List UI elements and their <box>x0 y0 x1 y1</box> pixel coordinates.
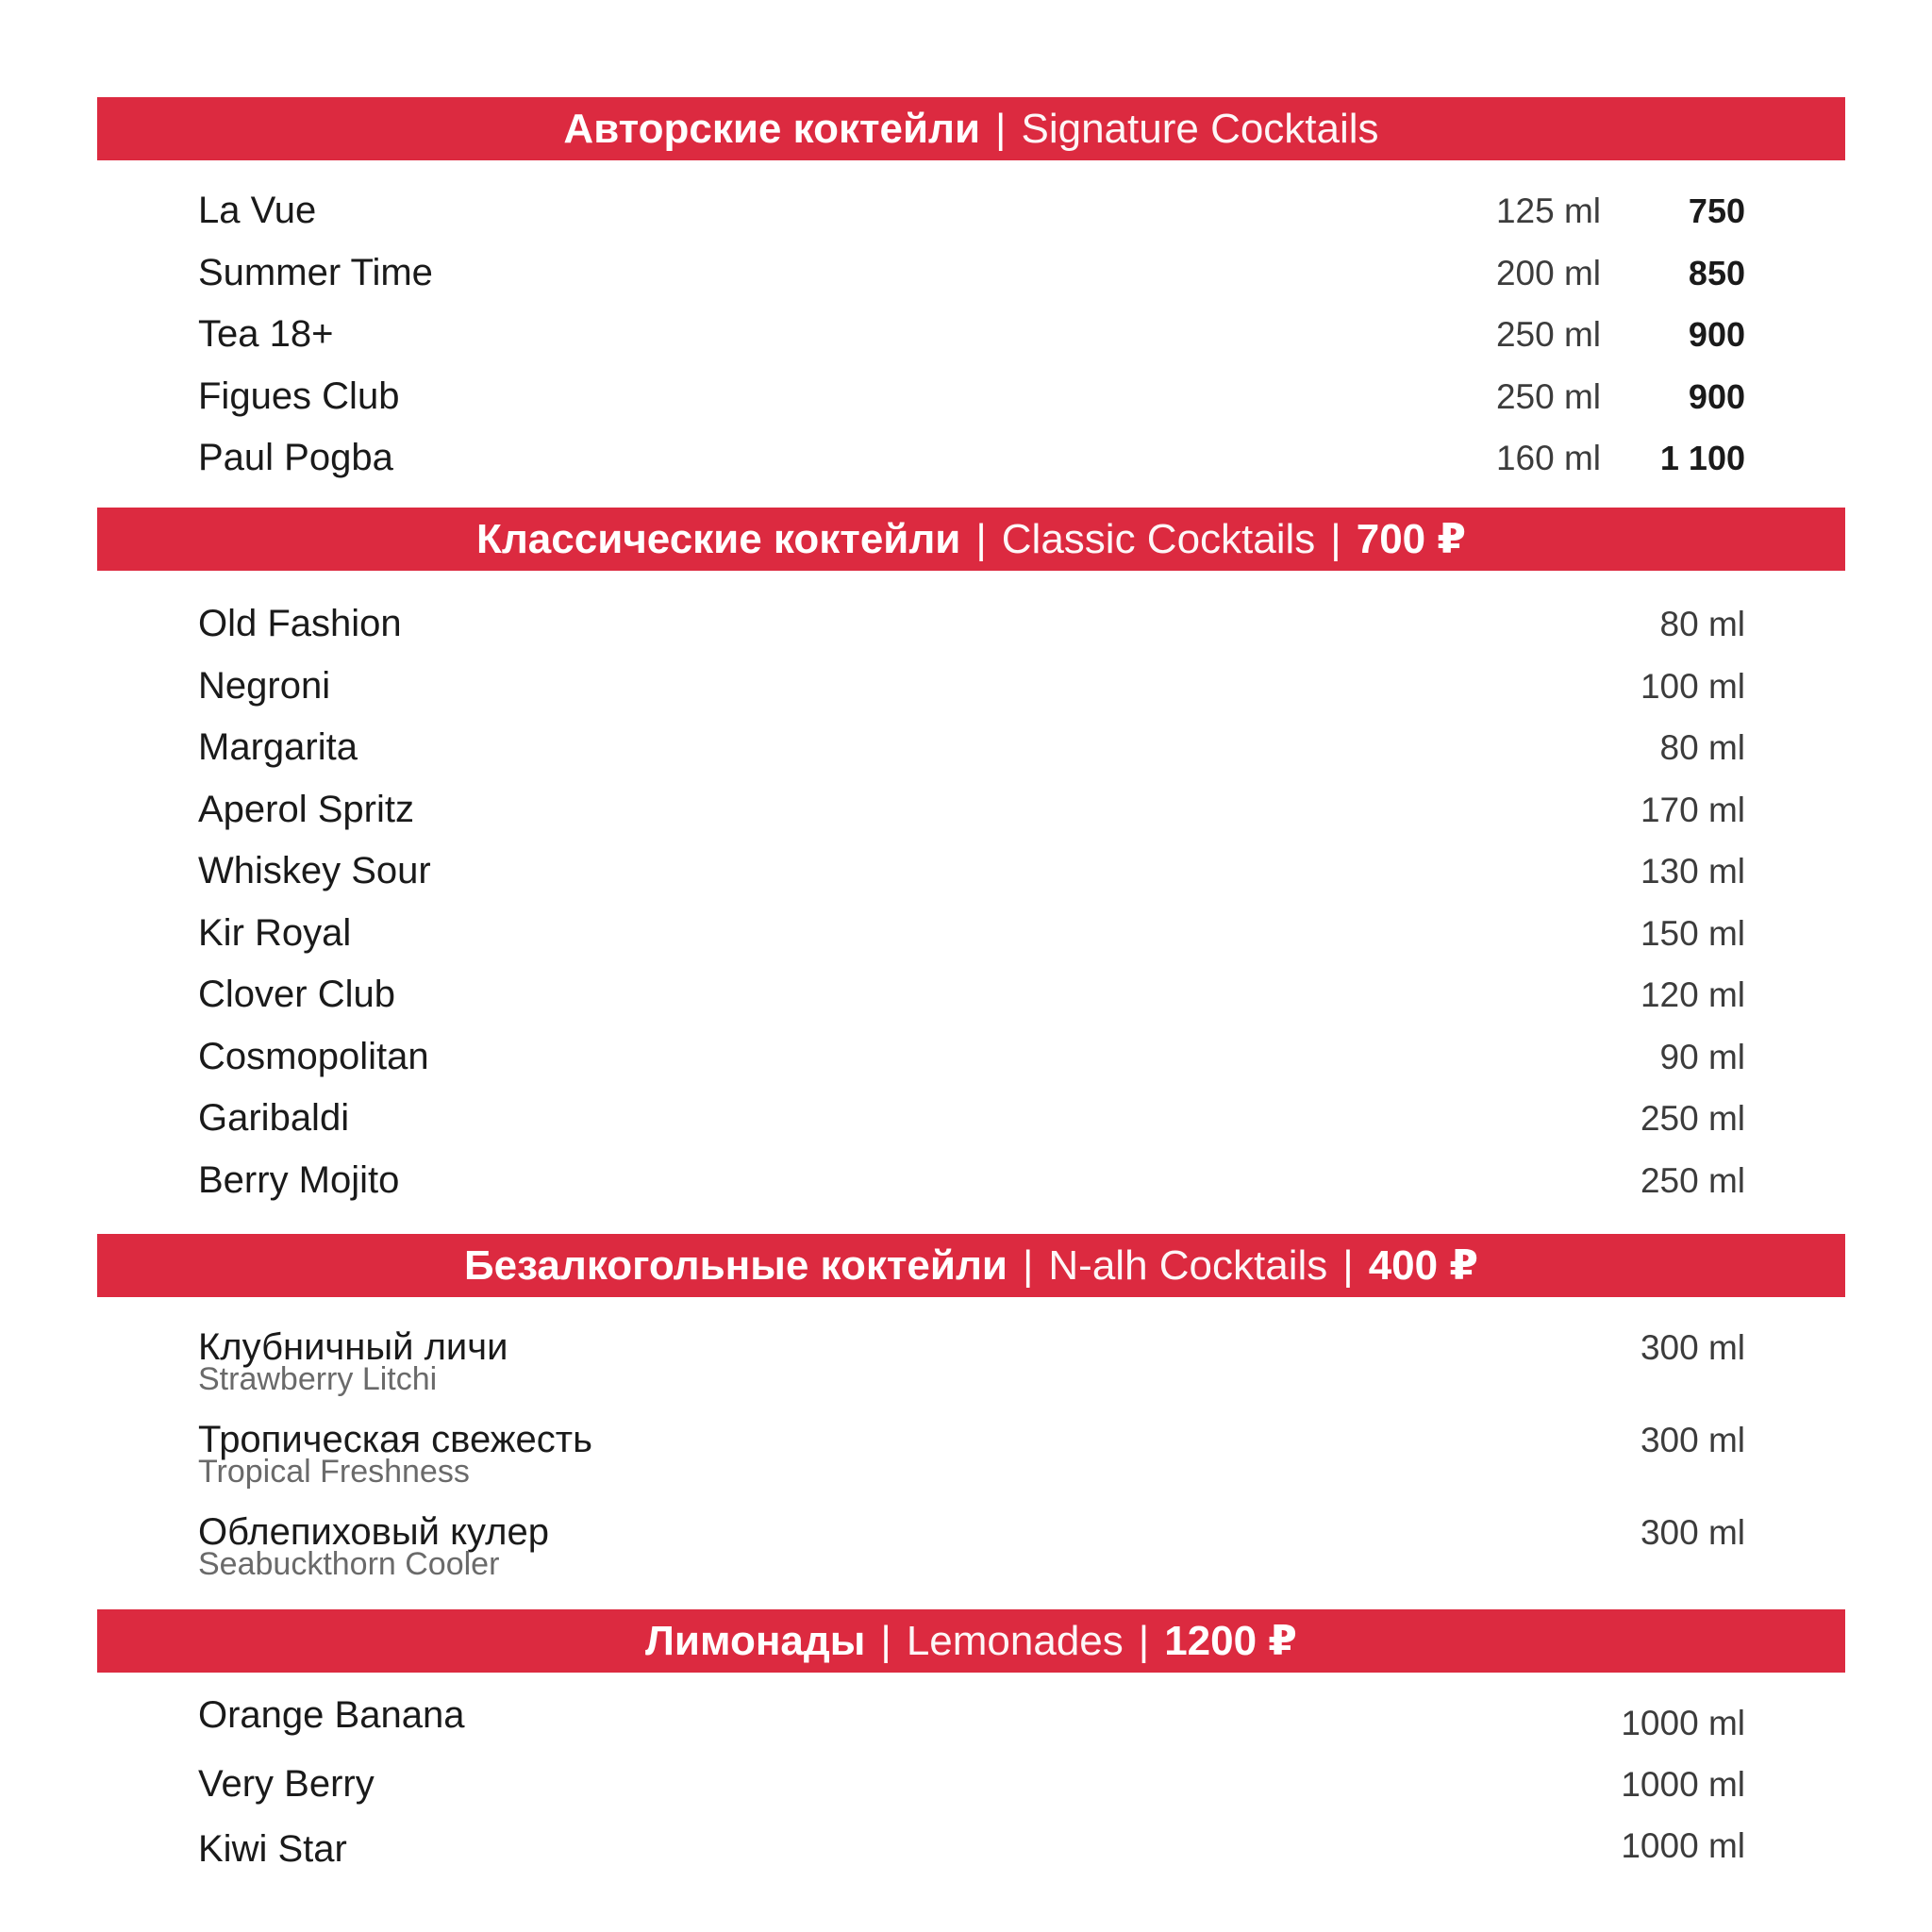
item-volume: 100 ml <box>1640 667 1745 706</box>
item-volume: 300 ml <box>1640 1513 1745 1552</box>
item-volume: 250 ml <box>1640 1161 1745 1200</box>
menu-item <box>198 972 1745 1028</box>
section-title-ru: Лимонады <box>645 1617 866 1664</box>
item-name: Clover Club <box>198 974 395 1015</box>
item-name: Margarita <box>198 726 358 768</box>
title-separator: | <box>1342 1241 1354 1289</box>
menu-item <box>198 188 1745 244</box>
item-name: Whiskey Sour <box>198 850 431 891</box>
section-price: 400 ₽ <box>1368 1242 1478 1289</box>
item-volume: 1000 ml <box>1621 1704 1745 1742</box>
menu-item <box>198 724 1745 781</box>
item-name: Very Berry <box>198 1763 375 1805</box>
item-name: Paul Pogba <box>198 437 393 478</box>
item-volume: 80 ml <box>1659 728 1745 767</box>
menu-item <box>198 1417 1745 1502</box>
item-volume: 125 ml <box>1495 192 1601 230</box>
section-title-ru: Классические коктейли <box>475 515 961 562</box>
item-volume: 130 ml <box>1640 852 1745 891</box>
menu-item <box>198 435 1745 491</box>
item-name: Berry Mojito <box>198 1159 400 1201</box>
menu-item <box>198 1034 1745 1091</box>
item-name: Kiwi Star <box>198 1828 347 1870</box>
menu-item <box>198 910 1745 967</box>
section-header-lemonades <box>97 1609 1845 1673</box>
item-name: Клубничный личи <box>198 1326 508 1368</box>
item-volume: 250 ml <box>1640 1099 1745 1138</box>
item-name: Old Fashion <box>198 603 402 644</box>
item-volume: 160 ml <box>1495 439 1601 477</box>
item-volume: 300 ml <box>1640 1421 1745 1459</box>
section-title-ru: Безалкогольные коктейли <box>464 1241 1008 1289</box>
title-separator: | <box>880 1617 891 1664</box>
title-separator: | <box>975 515 987 562</box>
item-subtitle: Strawberry Litchi <box>198 1361 438 1397</box>
menu-item <box>198 601 1745 658</box>
item-volume: 90 ml <box>1659 1038 1745 1076</box>
section-header-nonalcoholic <box>97 1234 1845 1297</box>
item-price: 900 <box>1688 377 1745 416</box>
item-volume: 80 ml <box>1659 605 1745 643</box>
section-title-ru: Авторские коктейли <box>563 105 981 152</box>
item-name: Garibaldi <box>198 1097 350 1139</box>
menu-item <box>198 250 1745 307</box>
menu-item <box>198 1158 1745 1214</box>
menu-item <box>198 1509 1745 1594</box>
section-header-classic <box>97 508 1845 571</box>
item-volume: 120 ml <box>1640 975 1745 1014</box>
menu-item <box>198 1826 1745 1883</box>
menu-item <box>198 787 1745 843</box>
title-separator: | <box>1022 1241 1034 1289</box>
section-title-en: N-alh Cocktails <box>1048 1241 1328 1289</box>
item-subtitle: Tropical Freshness <box>198 1454 470 1490</box>
section-title-en: Signature Cocktails <box>1021 105 1379 152</box>
item-name: Figues Club <box>198 375 400 417</box>
menu-item <box>198 374 1745 430</box>
menu-item <box>198 1761 1745 1818</box>
menu-item <box>198 1324 1745 1409</box>
title-separator: | <box>1138 1617 1150 1664</box>
menu-item <box>198 848 1745 905</box>
item-name: Summer Time <box>198 252 433 293</box>
item-name: Тропическая свежесть <box>198 1419 592 1460</box>
item-name: Kir Royal <box>198 912 352 954</box>
item-volume: 250 ml <box>1495 377 1601 416</box>
title-separator: | <box>1330 515 1341 562</box>
section-header-signature <box>97 97 1845 160</box>
title-separator: | <box>995 105 1007 152</box>
section-price: 700 ₽ <box>1356 516 1466 562</box>
menu-item <box>198 1095 1745 1152</box>
item-name: La Vue <box>198 190 317 231</box>
item-name: Negroni <box>198 665 331 707</box>
item-name: Tea 18+ <box>198 313 334 355</box>
menu-item <box>198 1692 1745 1749</box>
item-name: Cosmopolitan <box>198 1036 429 1077</box>
menu-item <box>198 311 1745 368</box>
item-volume: 200 ml <box>1495 254 1601 292</box>
item-price: 900 <box>1688 315 1745 354</box>
item-volume: 250 ml <box>1495 315 1601 354</box>
item-name: Orange Banana <box>198 1694 465 1736</box>
section-price: 1200 ₽ <box>1164 1618 1297 1664</box>
item-volume: 150 ml <box>1640 914 1745 953</box>
menu-item <box>198 663 1745 720</box>
item-name: Aperol Spritz <box>198 789 414 830</box>
item-volume: 300 ml <box>1640 1328 1745 1367</box>
section-title-en: Classic Cocktails <box>1001 515 1316 562</box>
item-subtitle: Seabuckthorn Cooler <box>198 1546 500 1582</box>
item-price: 1 100 <box>1659 439 1745 477</box>
item-volume: 1000 ml <box>1621 1765 1745 1804</box>
section-title-en: Lemonades <box>906 1617 1124 1664</box>
item-name: Облепиховый кулер <box>198 1511 549 1553</box>
item-volume: 1000 ml <box>1621 1826 1745 1865</box>
item-volume: 170 ml <box>1640 791 1745 829</box>
item-price: 850 <box>1688 254 1745 292</box>
item-price: 750 <box>1688 192 1745 230</box>
